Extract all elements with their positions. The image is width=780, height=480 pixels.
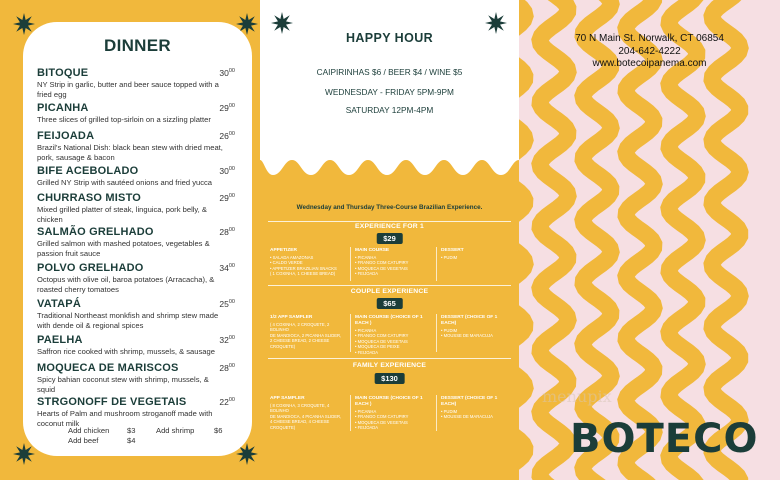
column-line: • FEIJOADA [355,349,379,355]
watermark: menupix [542,387,612,406]
menu-column [355,315,433,355]
package-title: FAMILY EXPERIENCE [352,362,427,369]
wave-stripe [583,0,611,480]
column-line: DE MANDIOCA, 4 PICANHA SLIDER, [270,413,342,419]
column-line: CROQUETE) [270,424,296,430]
column-head: MAIN COURSE (CHOICE OF 1 EACH ) [355,396,423,407]
column-line: • PUDIM [441,328,458,333]
column-line: DE MANDIOCA, 2 PICANHA SLIDER, [270,332,342,338]
divider [268,221,511,222]
column-line: • MOQUECA DE VEGETAIS [355,419,408,425]
package-price: $65 [376,298,403,309]
phone: 204-642-4222 [618,45,681,57]
item-description: Hearts of Palm and mushroom stroganoff made with coconut milk [37,409,213,428]
item-name: SALMÃO GRELHADO [37,226,154,238]
column-line: • MOQUECA DE VEGETAIS [355,338,408,344]
divider [350,247,351,281]
column-line: • PICANHA [355,328,377,333]
column-head: 1/2 APP SAMPLER [270,315,313,320]
column-head: APP SAMPLER [270,396,305,401]
website-link[interactable]: www.botecoipanema.com [592,58,707,69]
column-head: DESSERT (CHOICE OF 1 EACH) [441,315,498,326]
item-description: Traditional Northeast monkfish and shrimp stew made with dende oil & regional spices [37,311,219,330]
dinner-panel [0,0,260,480]
package-title: COUPLE EXPERIENCE [350,288,429,295]
item-name: PAELHA [37,334,83,346]
happy-hour-weekday-hours: WEDNESDAY - FRIDAY 5PM-9PM [325,87,454,97]
column-line: • FRANGO COM CATUPIRY [355,333,409,339]
happy-hour-panel [260,0,519,480]
item-price: $29^{00}$ [219,193,235,203]
column-line: 4 CHEESE BREAD, 4 CHEESE [270,419,330,425]
menu-column [270,396,348,430]
column-line: • MOQUECA DE PEIXE [355,344,400,350]
column-line: • FEIJOADA [355,425,379,431]
menu-item [37,396,235,428]
column-line: • FEIJOADA [355,271,379,277]
item-description: Spicy bahian coconut stew with shrimp, mussels, & squid [37,375,209,394]
menu-column [441,396,513,420]
column-line: • PICANHA [355,255,377,260]
column-head: MAIN COURSE [355,248,390,253]
package-price: $130 [374,373,405,384]
column-line: • FRANGO COM CATUPIRY [355,414,409,420]
happy-hour-saturday-hours: SATURDAY 12PM-4PM [345,105,434,115]
menu-column [270,315,348,349]
column-line: • PUDIM [441,409,458,414]
item-price: $28^{00}$ [219,363,235,373]
column-line: ( 8 COXINHA, 3 CROQUETE, 4 BOLINHO [270,403,330,414]
sunburst-icon [13,443,35,465]
column-line: ( 4 COXINHA, 2 CROQUETE, 2 BOLINHO [270,322,330,333]
column-line: • MOUSSE DE MARACUJA [441,414,493,420]
item-description: Mixed grilled platter of steak, linguica, pork belly, & chicken [37,205,207,224]
menu-item [37,362,235,394]
happy-hour-prices: CAIPIRINHAS $6 / BEER $4 / WINE $5 [316,67,463,77]
brand-panel [519,0,780,480]
divider [436,314,437,352]
item-price: $29^{00}$ [219,103,235,113]
item-price: $22^{00}$ [219,397,235,407]
package-title: EXPERIENCE FOR 1 [355,223,424,230]
menu-item [37,192,235,224]
wave-stripe [626,0,654,480]
dinner-title: DINNER [104,36,171,55]
item-name: STRGONOFF DE VEGETAIS [37,396,187,408]
column-head: DESSERT [441,248,464,253]
item-description: NY Strip in garlic, butter and beer sauce topped with a fried egg [37,80,219,99]
column-line: • FRANGO COM CATUPIRY [355,260,409,266]
addon-label: Add chicken [68,426,110,435]
column-line: • MOUSSE DE MARACUJA [441,333,493,339]
wave-pattern [519,0,780,480]
addon-label: Add shrimp [156,426,195,435]
menu-column [355,396,433,431]
menu-item [37,298,235,330]
wave-stripe [540,0,568,480]
item-description: Grilled salmon with mashed potatoes, vegetables & passion fruit sauce [37,239,210,258]
menu-column [270,248,348,277]
dinner-menu-card [23,22,252,456]
happy-hour-title: HAPPY HOUR [345,31,434,45]
column-line: 2 CHEESE BREAD, 2 CHEESE [270,338,330,344]
wave-stripe [712,0,740,480]
item-price: $26^{00}$ [219,131,235,141]
item-name: VATAPÁ [37,298,81,310]
item-price: $32^{00}$ [219,335,235,345]
divider [350,314,351,352]
divider [436,247,437,281]
column-line: • PUDIM [441,255,458,260]
column-line: ( 1 COXINHA, 1 CHEESE BREAD) [270,271,336,277]
column-line: • MOQUECA DE VEGETAIS [355,265,408,271]
divider [268,285,511,286]
addon-label: Add beef [68,436,99,445]
column-line: • PICANHA [355,409,377,414]
menu-item [37,262,235,294]
item-description: Octopus with olive oil, baroa potatoes (Arracacha), & roasted cherry tomatoes [37,275,215,294]
column-line: CROQUETE) [270,343,296,349]
wave-stripe [519,0,525,480]
experience-intro: Wednesday and Thursday Three-Course Brazilian Experience. [296,204,483,211]
boteco-logo: BOTECO [570,416,759,462]
menu-item [37,334,235,357]
column-line: • CALDO VERDE [270,260,303,266]
addon-price: $4 [127,436,136,445]
menu-item [37,130,235,162]
address: 70 N Main St. Norwalk, CT 06854 [575,33,724,44]
item-name: CHURRASO MISTO [37,192,142,204]
item-name: FEIJOADA [37,130,95,142]
menu-column [441,315,513,339]
item-name: BITOQUE [37,67,89,79]
item-price: $30^{00}$ [219,68,235,78]
column-line: • SALADA AMAZONAS [270,255,314,260]
item-description: Brazil's National Dish: black bean stew with dried meat, pork, sausage & bacon [37,143,223,162]
item-price: $25^{00}$ [219,299,235,309]
item-name: BIFE ACEBOLADO [37,165,139,177]
item-name: PICANHA [37,102,89,114]
package-price: $29 [376,233,403,244]
menu-item [37,165,235,188]
menu-item [37,67,235,99]
column-head: MAIN COURSE (CHOICE OF 1 EACH ) [355,315,423,326]
item-description: Three slices of grilled top-sirloin on a sizzling platter [37,115,211,124]
contact-info [519,33,780,71]
item-price: $30^{00}$ [219,166,235,176]
item-description: Saffron rice cooked with shrimp, mussels, & sausage [37,347,215,356]
menu-item [37,102,235,125]
item-description: Grilled NY Strip with sautéed onions and fried yucca [37,178,213,187]
item-name: MOQUECA DE MARISCOS [37,362,179,374]
divider [268,358,511,359]
wave-stripe [669,0,697,480]
menu-column [355,248,433,277]
item-price: $28^{00}$ [219,227,235,237]
column-line: • APPETIZER BRAZILIAN SNACKS [270,265,337,271]
column-head: DESSERT (CHOICE OF 1 EACH) [441,396,498,407]
menu-column [441,248,511,260]
column-head: APPETIZER [270,248,297,253]
divider [350,395,351,431]
addon-price: $6 [214,426,223,435]
divider [436,395,437,431]
menu-item [37,226,235,258]
addon-price: $3 [127,426,136,435]
item-price: $34^{00}$ [219,263,235,273]
item-name: POLVO GRELHADO [37,262,144,274]
